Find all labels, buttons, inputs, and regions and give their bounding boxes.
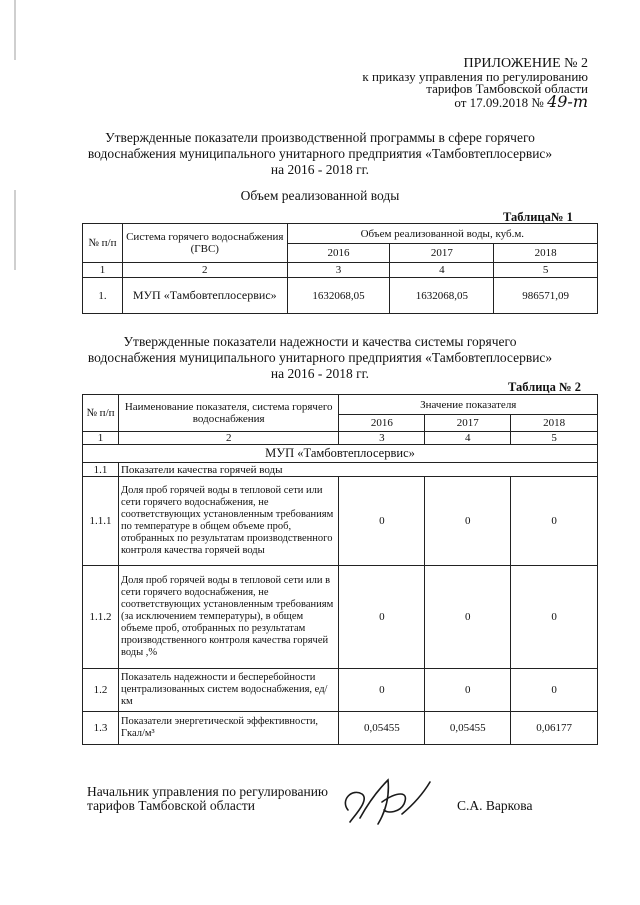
table2-group-name: Показатели качества горячей воды [118, 463, 597, 477]
table1-header-num: № п/п [83, 224, 123, 263]
table1-index-cell: 1 [83, 263, 123, 278]
table1 [82, 223, 598, 314]
table2-row-value: 0 [425, 566, 511, 669]
table-row [83, 278, 598, 314]
table2-row-value: 0 [339, 669, 425, 712]
table2-row-name: Доля проб горячей воды в тепловой сети или в сети горячего водоснабжения, не соответствующих установленным требованиям (за исключением температуры), в общем объеме проб, отобранных по результатам производственного контроля качества горячей воды ,% [118, 566, 339, 669]
section2-title-line: водоснабжения муниципального унитарного предприятия «Тамбовтеплосервис» [87, 350, 553, 365]
table2-row-value: 0,05455 [425, 712, 511, 745]
section1-title-line: на 2016 - 2018 гг. [270, 162, 370, 177]
table2-year: 2018 [511, 415, 598, 432]
table2-row-value: 0 [339, 477, 425, 566]
table2-row-value: 0 [339, 566, 425, 669]
table1-row-value: 1632068,05 [287, 278, 390, 314]
table-row [83, 669, 598, 712]
table2-index-cell: 5 [511, 432, 598, 445]
signer-position [87, 785, 328, 813]
table2-row-num: 1.1.2 [83, 566, 119, 669]
table1-index-cell: 4 [390, 263, 494, 278]
scan-edge-mark [14, 0, 16, 60]
order-number-handwritten: 49-т [547, 91, 588, 111]
table2-header-name: Наименование показателя, система горячего водоснабжения [118, 395, 339, 432]
table1-label: Таблица№ 1 [503, 210, 573, 224]
table2-index-cell: 3 [339, 432, 425, 445]
table2-row-value: 0,06177 [511, 712, 598, 745]
signer-position-line: тарифов Тамбовской области [87, 798, 255, 813]
section1-subtitle: Объем реализованной воды [240, 188, 400, 203]
table1-year: 2016 [287, 244, 390, 263]
table2-row-name: Показатель надежности и бесперебойности централизованных систем водоснабжения, ед/км [118, 669, 339, 712]
table2-row-value: 0 [425, 477, 511, 566]
section2-title [0, 334, 640, 382]
table2-row-num: 1.1.1 [83, 477, 119, 566]
signer-name: С.А. Варкова [457, 798, 533, 813]
table2-index-cell: 2 [118, 432, 339, 445]
table2-row-num: 1.2 [83, 669, 119, 712]
table2-index-cell: 4 [425, 432, 511, 445]
table2-label: Таблица № 2 [508, 380, 581, 394]
table2-row-num: 1.3 [83, 712, 119, 745]
table2-header-value: Значение показателя [339, 395, 598, 415]
table1-row-value: 986571,09 [494, 278, 598, 314]
table2-row-value: 0 [511, 566, 598, 669]
table1-index-cell: 2 [122, 263, 287, 278]
table1-row-value: 1632068,05 [390, 278, 494, 314]
appendix-title: ПРИЛОЖЕНИЕ № 2 [463, 56, 588, 71]
table2-index-cell: 1 [83, 432, 119, 445]
table2-row-value: 0 [425, 669, 511, 712]
table-row [83, 566, 598, 669]
section1-title-line: Утвержденные показатели производственной программы в сфере горячего [105, 130, 535, 145]
table2-org-row: МУП «Тамбовтеплосервис» [83, 445, 598, 463]
table-row [83, 712, 598, 745]
appendix-line3 [362, 91, 588, 111]
table2-header-num: № п/п [83, 395, 119, 432]
table1-index-cell: 3 [287, 263, 390, 278]
table1-header-volume: Объем реализованной воды, куб.м. [287, 224, 597, 244]
section2-title-line: Утвержденные показатели надежности и качества системы горячего [123, 334, 517, 349]
table1-row-num: 1. [83, 278, 123, 314]
table2-year: 2016 [339, 415, 425, 432]
table2-row-name: Показатели энергетической эффективности, Гкал/м³ [118, 712, 339, 745]
section1-title-line: водоснабжения муниципального унитарного предприятия «Тамбовтеплосервис» [87, 146, 553, 161]
table2-year: 2017 [425, 415, 511, 432]
table1-row-name: МУП «Тамбовтеплосервис» [122, 278, 287, 314]
table1-index-cell: 5 [494, 263, 598, 278]
table2 [82, 394, 598, 745]
table1-year: 2017 [390, 244, 494, 263]
section1-title [0, 130, 640, 178]
appendix-line2: тарифов Тамбовской области [426, 81, 588, 96]
table1-header-system: Система горячего водоснабжения (ГВС) [122, 224, 287, 263]
order-date: от 17.09.2018 № [454, 94, 544, 110]
signer-position-line: Начальник управления по регулированию [87, 784, 329, 799]
handwritten-signature [330, 770, 440, 830]
table1-year: 2018 [494, 244, 598, 263]
table2-row-value: 0,05455 [339, 712, 425, 745]
table2-row-value: 0 [511, 477, 598, 566]
section2-title-line: на 2016 - 2018 гг. [270, 366, 370, 381]
appendix-header [362, 58, 588, 109]
table-row [83, 477, 598, 566]
table2-row-name: Доля проб горячей воды в тепловой сети или сети горячего водоснабжения, не соответствующих установленным требованиям по температуре в общем объеме проб, отобранных по результатам производственного контроля качества горячей воды [118, 477, 339, 566]
appendix-line1: к приказу управления по регулированию [362, 68, 588, 84]
table2-row-value: 0 [511, 669, 598, 712]
table2-group-num: 1.1 [83, 463, 119, 477]
